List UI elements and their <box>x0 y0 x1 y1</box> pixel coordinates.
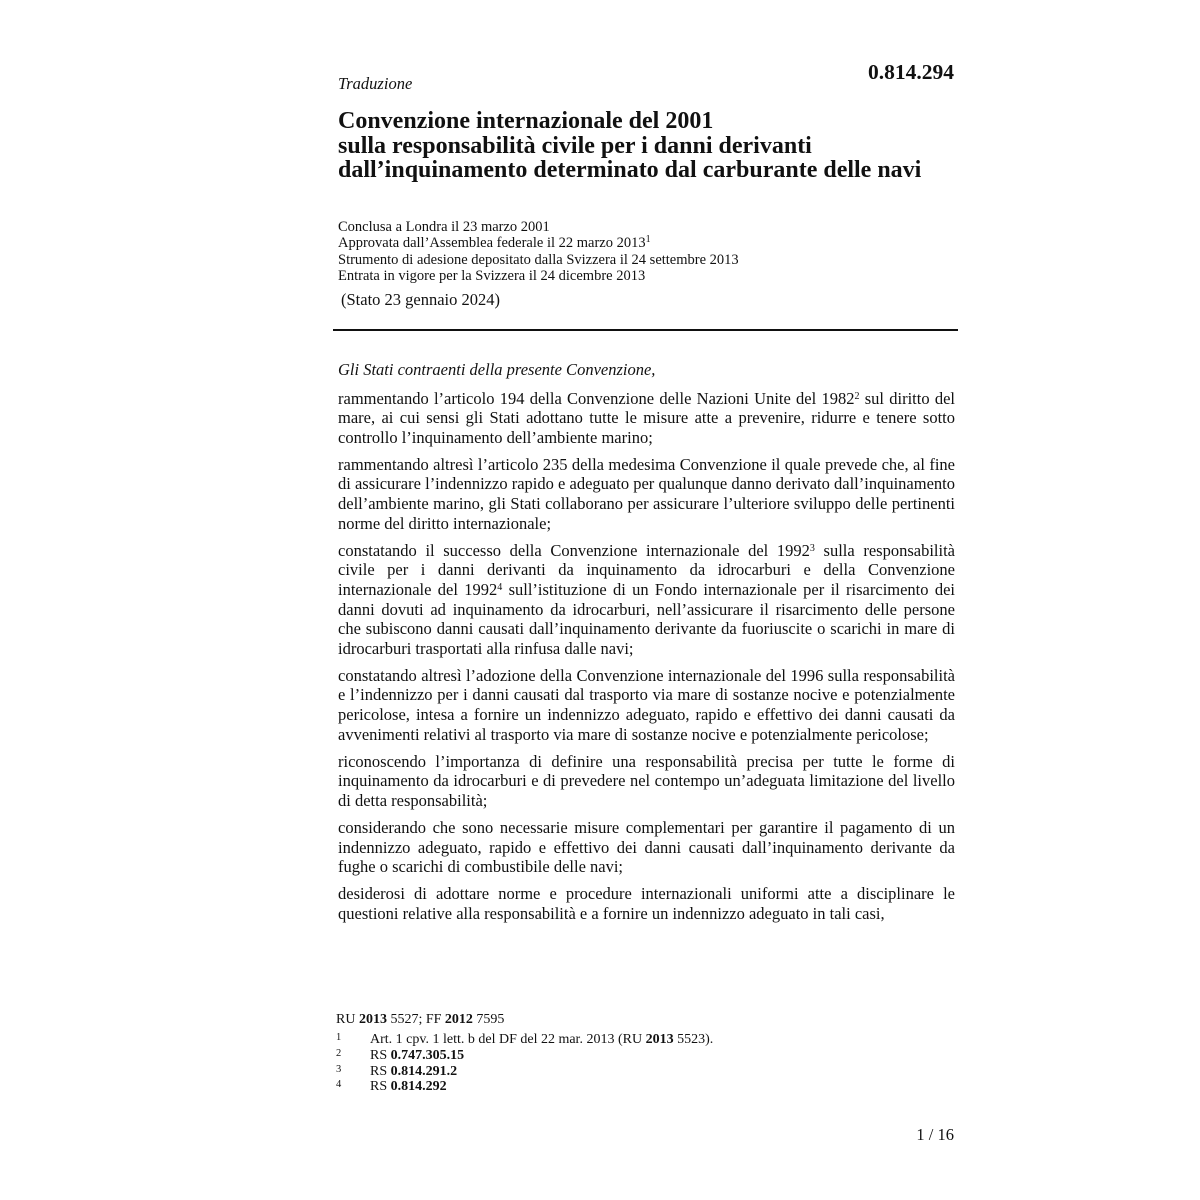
footnote-text: RS 0.814.292 <box>370 1079 447 1095</box>
footnote-item <box>336 1032 713 1048</box>
preamble-paragraph-7: desiderosi di adottare norme e procedure internazionali uniformi atte a disciplinare le questioni relative alla responsabilità e a fornire un indennizzo adeguato in tali casi, <box>338 884 955 923</box>
header-divider <box>333 329 958 331</box>
footnote-number: 2 <box>336 1047 342 1059</box>
footnote-item <box>336 1064 713 1080</box>
preamble-paragraph-6: considerando che sono necessarie misure complementari per garantire il pagamento di un indennizzo adeguato, rapido e effettivo dei danni causati dall’inquinamento derivante da fughe o scarichi di combustibile delle navi; <box>338 817 955 877</box>
footnote-number: 4 <box>336 1079 342 1091</box>
title-line-1: Convenzione internazionale del 2001 <box>338 108 714 134</box>
document-title <box>338 109 978 183</box>
accession-date: Strumento di adesione depositato dalla Svizzera il 24 settembre 2013 <box>338 251 739 268</box>
footnote-ref-3: 3 <box>809 542 815 554</box>
footnote-text: Art. 1 cpv. 1 lett. b del DF del 22 mar. 2013 (RU 2013 5523). <box>370 1032 714 1047</box>
preamble <box>338 360 955 931</box>
title-line-3: dall’inquinamento determinato dal carburante delle navi <box>338 157 922 183</box>
approval-date: Approvata dall’Assemblea federale il 22 marzo 2013$^1$ <box>338 234 651 252</box>
preamble-paragraph-3: constatando il successo della Convenzione internazionale del 1992$^3$ sulla responsabilità civile per i danni derivanti da inquinamento da idrocarburi e della Convenzione internazionale del 1992$^4$ sull’istituzione di un Fondo internazionale per il risarcimento dei danni dovuti ad inquinamento da idrocarburi, nell’assicurare il risarcimento delle persone che subiscono danni causati dall’inquinamento derivante da fuoriuscite o scarichi in mare di idrocarburi trasportati alla rinfusa dalle navi; <box>338 540 955 658</box>
footnote-item <box>336 1048 713 1064</box>
title-line-2: sulla responsabilità civile per i danni derivanti <box>338 132 812 159</box>
status-date: (Stato 23 gennaio 2024) <box>341 290 501 309</box>
footnote-number: 1 <box>336 1032 342 1043</box>
translation-label: Traduzione <box>338 74 413 93</box>
footnote-ref-1: 1 <box>645 234 651 246</box>
footnote-number: 3 <box>336 1063 342 1075</box>
preamble-paragraph-1: rammentando l’articolo 194 della Convenzione delle Nazioni Unite del 1982$^2$ sul diritto del mare, ai cui sensi gli Stati adottano tutte le misure atte a prevenire, ridurre e tenere sotto controllo l’inquinamento dell’ambiente marino; <box>338 388 955 447</box>
publication-reference: RU 2013 5527; FF 2012 7595 <box>336 1012 505 1027</box>
sr-number: 0.814.294 <box>868 60 954 84</box>
concluded-date: Conclusa a Londra il 23 marzo 2001 <box>338 219 550 235</box>
page-number: 1 / 16 <box>916 1125 954 1144</box>
footnote-ref-2: 2 <box>854 390 860 402</box>
preamble-paragraph-4: constatando altresì l’adozione della Convenzione internazionale del 1996 sulla responsabilità e l’indennizzo per i danni causati dal trasporto via mare di sostanze nocive e potenzialmente pericolose, intesa a fornire un indennizzo adeguato, rapido e effettivo dei danni causati da avvenimenti relativi al trasporto via mare di sostanze nocive e potenzialmente pericolose; <box>338 665 955 744</box>
adoption-metadata <box>338 219 739 285</box>
footnote-text: RS 0.814.291.2 <box>370 1063 458 1079</box>
footnote-item <box>336 1079 713 1095</box>
preamble-paragraph-5: riconoscendo l’importanza di definire una responsabilità precisa per tutte le forme di inquinamento da idrocarburi e di prevedere nel contempo un’adeguata limitazione del livello di detta responsabilità; <box>338 751 955 810</box>
preamble-paragraph-2: rammentando altresì l’articolo 235 della medesima Convenzione il quale prevede che, al fine di assicurare l’indennizzo rapido e adeguato per qualunque danno derivato dall’inquinamento dell’ambiente marino, gli Stati collaborano per assicurare l’ulteriore sviluppo delle pertinenti norme del diritto internazionale; <box>338 454 955 533</box>
entry-into-force-date: Entrata in vigore per la Svizzera il 24 dicembre 2013 <box>338 268 646 285</box>
footnote-ref-4: 4 <box>497 581 503 593</box>
footnote-text: RS 0.747.305.15 <box>370 1047 465 1063</box>
preamble-intro: Gli Stati contraenti della presente Convenzione, <box>338 360 656 379</box>
footnotes <box>336 1032 713 1095</box>
